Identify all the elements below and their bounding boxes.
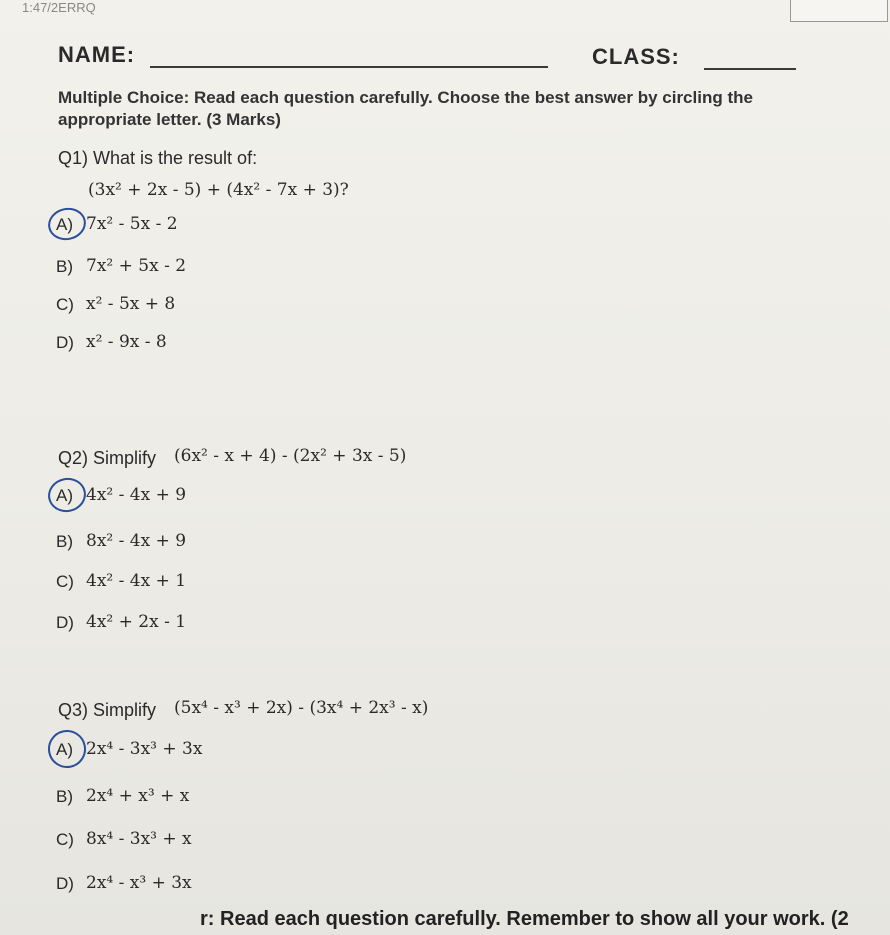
q2-option-d-text: 4x² + 2x - 1 <box>86 612 187 632</box>
q1-option-a-letter[interactable]: A) <box>56 215 73 234</box>
q1-option-c-text: x² - 5x + 8 <box>86 294 176 314</box>
q2-prompt: Q2) Simplify <box>58 448 157 468</box>
name-label: NAME: <box>58 42 136 67</box>
q3-option-a-letter[interactable]: A) <box>56 740 73 759</box>
q2-option-a-letter[interactable]: A) <box>56 486 73 505</box>
q2-option-a-text: 4x² - 4x + 9 <box>86 485 187 505</box>
name-blank-line[interactable] <box>150 66 548 68</box>
q3-option-b-letter[interactable]: B) <box>56 787 73 806</box>
q3-prompt: Q3) Simplify <box>58 700 157 720</box>
q2-option-c-letter[interactable]: C) <box>56 572 74 591</box>
q3-option-b-text: 2x⁴ + x³ + x <box>86 786 190 806</box>
q3-option-d-text: 2x⁴ - x³ + 3x <box>86 873 192 893</box>
class-label: CLASS: <box>592 44 680 69</box>
q1-prompt: Q1) What is the result of: <box>58 148 258 168</box>
q3-option-c-letter[interactable]: C) <box>56 830 74 849</box>
q2-option-b-text: 8x² - 4x + 9 <box>86 531 187 551</box>
q2-option-b-letter[interactable]: B) <box>56 532 73 551</box>
q3-option-a-text: 2x⁴ - 3x³ + 3x <box>86 739 203 759</box>
q1-expression: (3x² + 2x - 5) + (4x² - 7x + 3)? <box>88 180 349 200</box>
q1-option-d-letter[interactable]: D) <box>56 333 74 352</box>
q1-option-d-text: x² - 9x - 8 <box>86 332 167 352</box>
instructions-line-2: appropriate letter. (3 Marks) <box>58 110 281 129</box>
q2-option-d-letter[interactable]: D) <box>56 613 74 632</box>
instructions-line-1: Multiple Choice: Read each question carefully. Choose the best answer by circling the <box>58 88 753 107</box>
q1-option-b-text: 7x² + 5x - 2 <box>86 256 187 276</box>
q2-expression: (6x² - x + 4) - (2x² + 3x - 5) <box>174 446 407 466</box>
q3-option-d-letter[interactable]: D) <box>56 874 74 893</box>
q1-option-b-letter[interactable]: B) <box>56 257 73 276</box>
q3-expression: (5x⁴ - x³ + 2x) - (3x⁴ + 2x³ - x) <box>174 698 429 718</box>
header-scribble: 1:47/2ERRQ <box>22 0 96 15</box>
q3-option-c-text: 8x⁴ - 3x³ + x <box>86 829 192 849</box>
class-blank-line[interactable] <box>704 68 796 70</box>
q1-option-a-text: 7x² - 5x - 2 <box>86 214 178 234</box>
q1-option-c-letter[interactable]: C) <box>56 295 74 314</box>
corner-box <box>790 0 888 22</box>
q2-option-c-text: 4x² - 4x + 1 <box>86 571 187 591</box>
footer-instructions: r: Read each question carefully. Remember to show all your work. (2 <box>200 908 849 930</box>
